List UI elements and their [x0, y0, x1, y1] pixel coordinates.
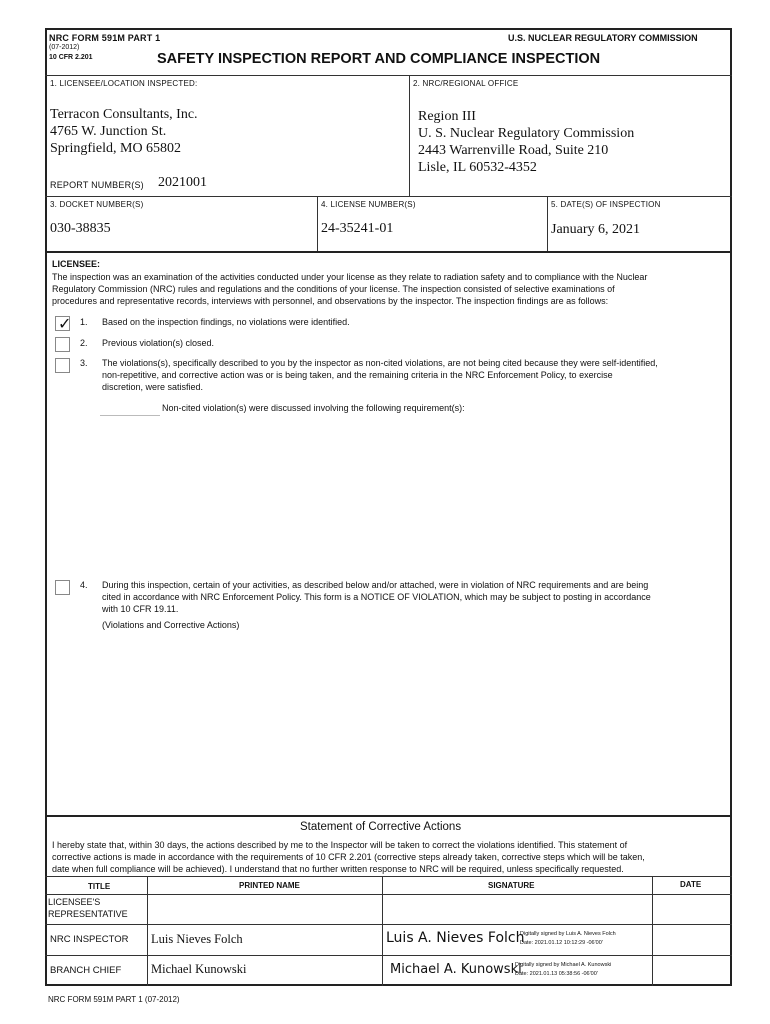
inspection-date: January 6, 2021: [551, 222, 641, 237]
inspector-printed-name: Luis Nieves Folch: [151, 932, 243, 946]
divider: [147, 876, 148, 986]
divider: [45, 894, 732, 895]
divider: [652, 876, 653, 986]
docket-number: 030-38835: [50, 221, 111, 236]
item-2-checkbox[interactable]: [55, 337, 70, 352]
intro-line-3: procedures and representative records, interviews with personnel, and observations by the inspector. The inspection findings are as follows:: [52, 296, 609, 306]
item-4-number: 4.: [80, 580, 88, 590]
licensee-heading: LICENSEE:: [52, 259, 101, 269]
licensee-city: Springfield, MO 65802: [50, 141, 182, 156]
corrective-line-3: date when full compliance will be achieved). I understand that no further written response to NRC will be required, unless specifically requested.: [52, 864, 624, 874]
divider: [45, 815, 732, 817]
intro-line-1: The inspection was an examination of the activities conducted under your license as they relate to radiation safety and to compliance with the Nuclear: [52, 272, 648, 282]
corrective-line-2: corrective actions is made in accordance with the requirements of 10 CFR 2.201 (corrective steps already taken, corrective steps which will be taken,: [52, 852, 645, 862]
inspector-digital-sig-1: Digitally signed by Luis A. Nieves Folch: [520, 931, 616, 937]
divider: [45, 196, 732, 197]
agency-name: U.S. NUCLEAR REGULATORY COMMISSION: [508, 33, 698, 43]
licensee-street: 4765 W. Junction St.: [50, 124, 167, 139]
item-1-checkbox[interactable]: [55, 316, 70, 331]
item-3-number: 3.: [80, 358, 88, 368]
item-3-line-1: The violations(s), specifically described to you by the inspector as non-cited violations, are not being cited because they were self-identified,: [102, 358, 658, 368]
divider: [45, 75, 732, 76]
item-3-line-3: discretion, were satisfied.: [102, 382, 204, 392]
divider: [409, 75, 410, 196]
item-2-number: 2.: [80, 338, 88, 348]
form-id: NRC FORM 591M PART 1: [49, 33, 161, 43]
row-licensee-title-2: REPRESENTATIVE: [48, 909, 128, 919]
divider: [317, 196, 318, 251]
office-region: Region III: [418, 109, 476, 124]
item-4-line-1: During this inspection, certain of your activities, as described below and/or attached, were in violation of NRC requirements and are being: [102, 580, 649, 590]
inspector-signature: Luis A. Nieves Folch: [386, 930, 525, 946]
col-header-title: TITLE: [88, 882, 111, 891]
inspection-date-label: 5. DATE(S) OF INSPECTION: [551, 200, 661, 209]
docket-number-label: 3. DOCKET NUMBER(S): [50, 200, 144, 209]
row-chief-title: BRANCH CHIEF: [50, 965, 122, 976]
divider: [547, 196, 548, 251]
item-4-line-2: cited in accordance with NRC Enforcement Policy. This form is a NOTICE OF VIOLATION, which may be subject to posting in accordance: [102, 592, 651, 602]
regional-office-label: 2. NRC/REGIONAL OFFICE: [413, 79, 519, 88]
report-number-label: REPORT NUMBER(S): [50, 180, 144, 190]
divider: [45, 924, 732, 925]
divider: [45, 251, 732, 253]
noncited-blank: [100, 415, 160, 416]
chief-digital-sig-2: Date: 2021.01.13 05:38:56 -06'00': [515, 971, 598, 977]
check-mark-icon: ✓: [58, 314, 72, 333]
chief-digital-sig-1: Digitally signed by Michael A. Kunowski: [515, 962, 612, 968]
item-3-line-2: non-repetitive, and corrective action was or is being taken, and the remaining criteria in the NRC Enforcement Policy, to exercise: [102, 370, 613, 380]
divider: [45, 955, 732, 956]
col-header-signature: SIGNATURE: [488, 881, 535, 890]
item-1-text: Based on the inspection findings, no violations were identified.: [102, 317, 350, 327]
item-4-line-4: (Violations and Corrective Actions): [102, 620, 240, 630]
form-title: SAFETY INSPECTION REPORT AND COMPLIANCE INSPECTION: [157, 51, 601, 67]
col-header-date: DATE: [680, 880, 702, 889]
noncited-text: Non-cited violation(s) were discussed involving the following requirement(s):: [162, 403, 465, 413]
row-licensee-title-1: LICENSEE'S: [48, 897, 101, 907]
office-street: 2443 Warrenville Road, Suite 210: [418, 143, 609, 158]
license-number: 24-35241-01: [321, 221, 394, 236]
chief-signature: Michael A. Kunowski: [390, 962, 522, 977]
corrective-line-1: I hereby state that, within 30 days, the actions described by me to the Inspector will be taken to correct the violations identified. This statement of: [52, 840, 628, 850]
office-agency: U. S. Nuclear Regulatory Commission: [418, 126, 635, 141]
divider: [45, 876, 732, 877]
licensee-name: Terracon Consultants, Inc.: [50, 107, 198, 122]
office-city: Lisle, IL 60532-4352: [418, 160, 537, 175]
form-date-code: (07-2012): [49, 44, 80, 51]
item-2-text: Previous violation(s) closed.: [102, 338, 215, 348]
report-number: 2021001: [158, 175, 207, 190]
divider: [382, 876, 383, 986]
item-4-checkbox[interactable]: [55, 580, 70, 595]
intro-line-2: Regulatory Commission (NRC) rules and regulations and the conditions of your license. The inspection consisted of selective examinations of: [52, 284, 615, 294]
chief-printed-name: Michael Kunowski: [151, 962, 247, 976]
item-1-number: 1.: [80, 317, 88, 327]
inspector-digital-sig-2: Date: 2021.01.12 10:12:29 -06'00': [520, 940, 603, 946]
cfr-reference: 10 CFR 2.201: [49, 54, 93, 61]
corrective-heading: Statement of Corrective Actions: [300, 821, 462, 833]
item-4-line-3: with 10 CFR 19.11.: [102, 604, 179, 614]
item-3-checkbox[interactable]: [55, 358, 70, 373]
footer-form-id: NRC FORM 591M PART 1 (07-2012): [48, 995, 180, 1004]
col-header-name: PRINTED NAME: [239, 881, 300, 890]
licensee-location-label: 1. LICENSEE/LOCATION INSPECTED:: [50, 79, 198, 88]
row-inspector-title: NRC INSPECTOR: [50, 934, 129, 945]
license-number-label: 4. LICENSE NUMBER(S): [321, 200, 416, 209]
